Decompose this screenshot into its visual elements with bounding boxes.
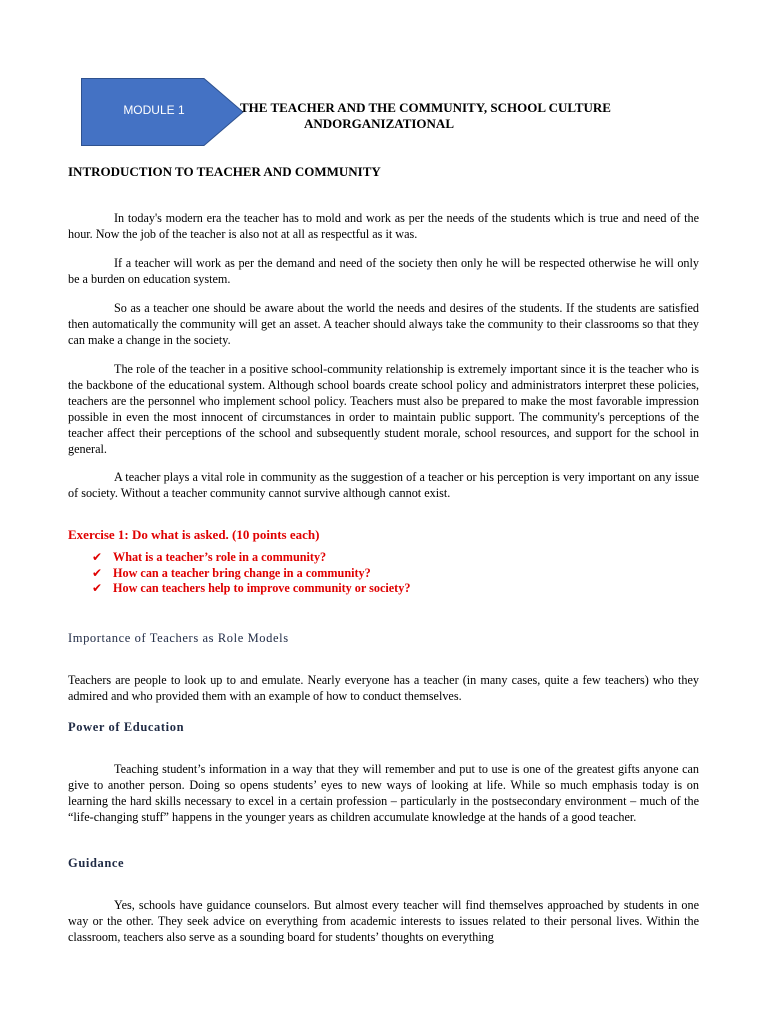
exercise-title: Exercise 1: Do what is asked. (10 points each) bbox=[68, 527, 320, 542]
exercise-question-text: How can teachers help to improve community or society? bbox=[113, 581, 411, 595]
exercise-question-list bbox=[92, 550, 410, 597]
guidance-paragraph: Yes, schools have guidance counselors. But almost every teacher will find themselves approached by students in one way or the other. They seek advice on everything from academic interests to issues related to their personal lives. Within the classroom, teachers also serve as a sounding board for students’ thoughts on everything bbox=[68, 898, 699, 944]
module-badge bbox=[81, 78, 244, 146]
role-models-heading: Importance of Teachers as Role Models bbox=[68, 631, 289, 645]
checkmark-icon: ✔ bbox=[92, 565, 103, 580]
checkmark-icon: ✔ bbox=[92, 550, 103, 564]
power-of-education-heading: Power of Education bbox=[68, 720, 185, 734]
document-title bbox=[240, 100, 660, 132]
exercise-question bbox=[92, 566, 410, 582]
document-title-line-2: ANDORGANIZATIONAL bbox=[304, 116, 454, 131]
intro-heading: INTRODUCTION TO TEACHER AND COMMUNITY bbox=[68, 164, 381, 179]
intro-paragraph: In today's modern era the teacher has to mold and work as per the needs of the students which is true and need of the hour. Now the job of the teacher is also not at all as respectful as it was. bbox=[68, 211, 699, 241]
intro-paragraph: A teacher plays a vital role in community as the suggestion of a teacher or his perception is very important on any issue of society. Without a teacher community cannot survive although cannot exist. bbox=[68, 470, 699, 500]
intro-paragraph: If a teacher will work as per the demand and need of the society then only he will be respected otherwise he will only be a burden on education system. bbox=[68, 256, 699, 286]
role-models-paragraph: Teachers are people to look up to and emulate. Nearly everyone has a teacher (in many cases, quite a few teachers) who they admired and who provided them with an example of how to conduct themselves. bbox=[68, 673, 699, 703]
power-of-education-paragraph: Teaching student’s information in a way that they will remember and put to use is one of the greatest gifts anyone can give to another person. Doing so opens students’ eyes to new ways of looking at life. While so much emphasis today is on learning the hard skills necessary to excel in a certain profession – particularly in the postsecondary environment – much of the “life-changing stuff” happens in the younger years as children accumulate knowledge at the hands of a good teacher. bbox=[68, 762, 699, 824]
exercise-question bbox=[92, 550, 410, 566]
intro-paragraph: The role of the teacher in a positive school-community relationship is extremely important since it is the teacher who is the backbone of the educational system. Although school boards create school policy and administrators interpret these policies, teachers are the personnel who implement school policy. Teachers must also be prepared to make the most favorable impression possible in even the most innocent of circumstances in order to maintain public support. The community's perceptions of the teacher affect their perceptions of the school and subsequently student morale, school resources, and support for the school in general. bbox=[68, 362, 699, 456]
checkmark-icon: ✔ bbox=[92, 581, 103, 595]
guidance-heading: Guidance bbox=[68, 856, 125, 870]
intro-paragraph: So as a teacher one should be aware about the world the needs and desires of the students. If the students are satisfied then automatically the community will get an asset. A teacher should always take the community to their classrooms so that they can make a change in the society. bbox=[68, 301, 699, 347]
exercise-question-text: How can a teacher bring change in a community? bbox=[113, 565, 371, 580]
document-title-line-1: THE TEACHER AND THE COMMUNITY, SCHOOL CULTURE bbox=[240, 100, 611, 115]
module-label: MODULE 1 bbox=[123, 103, 185, 117]
exercise-question bbox=[92, 581, 410, 597]
exercise-question-text: What is a teacher’s role in a community? bbox=[113, 550, 327, 564]
